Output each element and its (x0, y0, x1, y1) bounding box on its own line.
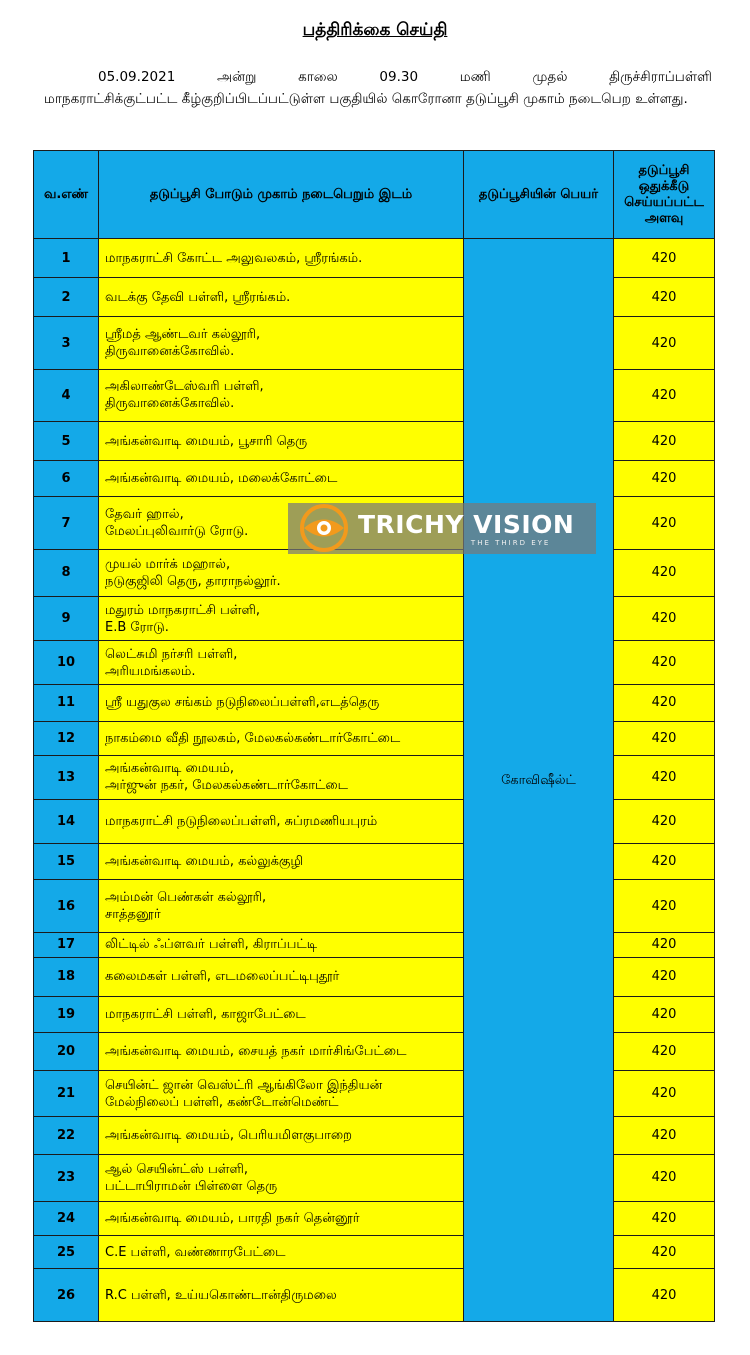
serial-no-cell: 18 (34, 957, 99, 996)
serial-no-cell: 2 (34, 278, 99, 317)
allocated-count-cell: 420 (614, 799, 715, 843)
camp-place-line: ஆல் செயின்ட்ஸ் பள்ளி, (105, 1161, 248, 1177)
allocated-count-cell: 420 (614, 932, 715, 957)
header-serial-no: வ.எண் (34, 151, 99, 239)
serial-no-cell: 17 (34, 932, 99, 957)
camp-place-line: நாகம்மை வீதி நூலகம், மேலகல்கண்டார்கோட்டை (105, 730, 401, 746)
allocated-count-cell: 420 (614, 1116, 715, 1154)
serial-no-cell: 5 (34, 421, 99, 460)
camp-place-cell (99, 239, 464, 278)
camp-place-line: அங்கன்வாடி மையம், சையத் நகர் மார்சிங்பேட்டை (105, 1044, 407, 1060)
allocated-count-cell: 420 (614, 1236, 715, 1269)
serial-no-cell: 10 (34, 641, 99, 685)
vaccine-name-cell: கோவிஷீல்ட் (464, 239, 614, 1322)
camp-place-line: செயின்ட் ஜான் வெஸ்ட்ரி ஆங்கிலோ இந்தியன் (105, 1077, 383, 1093)
intro-word: மணி (459, 69, 491, 85)
serial-no-cell: 8 (34, 549, 99, 596)
camp-place-cell (99, 596, 464, 640)
allocated-count-cell: 420 (614, 596, 715, 640)
camp-place-line: மாநகராட்சி கோட்ட அலுவலகம், ஸ்ரீரங்கம். (105, 250, 363, 266)
watermark-tagline: THE THIRD EYE (470, 538, 551, 547)
allocated-count-cell: 420 (614, 844, 715, 880)
camp-place-line: அங்கன்வாடி மையம், பாரதி நகர் தென்னூர் (105, 1211, 360, 1227)
serial-no-cell: 11 (34, 685, 99, 721)
camp-place-line: E.B ரோடு. (105, 619, 169, 635)
camp-place-cell (99, 957, 464, 996)
camp-place-line: மாநகராட்சி பள்ளி, காஜாபேட்டை (105, 1007, 306, 1023)
serial-no-cell: 7 (34, 497, 99, 549)
serial-no-cell: 9 (34, 596, 99, 640)
allocated-count-cell: 420 (614, 1202, 715, 1236)
camp-place-line: ஸ்ரீமத் ஆண்டவர் கல்லூரி, (105, 327, 261, 343)
camp-place-line: தேவர் ஹால், (105, 507, 184, 522)
camp-place-line: மேல்நிலைப் பள்ளி, கண்டோன்மெண்ட் (105, 1094, 339, 1110)
allocated-count-cell: 420 (614, 1071, 715, 1116)
serial-no-cell: 14 (34, 799, 99, 843)
allocated-count-cell: 420 (614, 721, 715, 755)
camp-place-cell (99, 755, 464, 799)
camp-place-line: திருவானைக்கோவில். (105, 344, 235, 360)
camp-place-line: அங்கன்வாடி மையம், மலைக்கோட்டை (105, 471, 338, 487)
vaccination-camp-table (33, 150, 715, 1322)
intro-first-line (44, 66, 712, 88)
allocated-count-cell: 420 (614, 369, 715, 421)
allocated-count-cell: 420 (614, 421, 715, 460)
camp-place-cell (99, 685, 464, 721)
camp-place-line: அரியமங்கலம். (105, 663, 196, 679)
allocated-count-cell: 420 (614, 317, 715, 369)
camp-place-cell (99, 1033, 464, 1071)
camp-place-line: அங்கன்வாடி மையம், பெரியமிளகுபாறை (105, 1127, 353, 1143)
allocated-count-cell: 420 (614, 1033, 715, 1071)
camp-place-line: அங்கன்வாடி மையம், பூசாரி தெரு (105, 433, 308, 449)
camp-place-line: மாநகராட்சி நடுநிலைப்பள்ளி, சுப்ரமணியபுரம் (105, 814, 378, 830)
serial-no-cell: 6 (34, 461, 99, 497)
camp-place-cell (99, 1116, 464, 1154)
camp-place-line: லிட்டில் ஃப்ளவர் பள்ளி, கிராப்பட்டி (105, 937, 318, 953)
serial-no-cell: 26 (34, 1269, 99, 1322)
camp-place-line: ஸ்ரீ யதுகுல சங்கம் நடுநிலைப்பள்ளி,எடத்தெரு (105, 695, 380, 711)
camp-place-cell (99, 1154, 464, 1201)
camp-place-line: அங்கன்வாடி மையம், கல்லுக்குழி (105, 854, 304, 870)
camp-place-line: அகிலாண்டேஸ்வரி பள்ளி, (105, 379, 264, 395)
camp-place-cell (99, 549, 464, 596)
serial-no-cell: 22 (34, 1116, 99, 1154)
serial-no-cell: 4 (34, 369, 99, 421)
camp-place-cell (99, 844, 464, 880)
allocated-count-cell: 420 (614, 461, 715, 497)
serial-no-cell: 21 (34, 1071, 99, 1116)
serial-no-cell: 25 (34, 1236, 99, 1269)
camp-place-line: பட்டாபிராமன் பிள்ளை தெரு (105, 1178, 278, 1194)
intro-rest: மாநகராட்சிக்குட்பட்ட கீழ்குறிப்பிடப்பட்டுள்ள பகுதியில் கொரோனா தடுப்பூசி முகாம் நடைபெற உள்ளது. (44, 91, 688, 107)
serial-no-cell: 19 (34, 997, 99, 1033)
camp-place-cell (99, 369, 464, 421)
intro-date: 05.09.2021 (98, 69, 176, 85)
table-body (34, 239, 715, 1322)
camp-place-line: நடுகுஜிலி தெரு, தாராநல்லூர். (105, 573, 281, 589)
camp-place-line: அங்கன்வாடி மையம், (105, 761, 234, 777)
camp-place-line: முயல் மார்க் மஹால், (105, 556, 231, 572)
intro-city: திருச்சிராப்பள்ளி (609, 69, 712, 85)
allocated-count-cell: 420 (614, 549, 715, 596)
camp-place-cell (99, 1071, 464, 1116)
camp-place-cell (99, 278, 464, 317)
allocated-count-cell: 420 (614, 685, 715, 721)
camp-place-line: C.E பள்ளி, வண்ணாரபேட்டை (105, 1244, 286, 1260)
serial-no-cell: 15 (34, 844, 99, 880)
serial-no-cell: 13 (34, 755, 99, 799)
header-vaccine-name: தடுப்பூசியின் பெயர் (464, 151, 614, 239)
allocated-count-cell: 420 (614, 880, 715, 932)
camp-place-line: மேலப்புலிவார்டு ரோடு. (105, 524, 249, 539)
camp-place-cell (99, 317, 464, 369)
header-allocated-count: தடுப்பூசி ஒதுக்கீடு செய்யப்பட்ட அளவு (614, 151, 715, 239)
table-row (34, 239, 715, 278)
allocated-count-cell: 420 (614, 1154, 715, 1201)
camp-place-cell (99, 932, 464, 957)
watermark-brand: TRICHY VISION (358, 509, 575, 539)
camp-place-cell (99, 1269, 464, 1322)
serial-no-cell: 1 (34, 239, 99, 278)
camp-place-line: சாத்தனூர் (105, 907, 161, 923)
camp-place-line: மதுரம் மாநகராட்சி பள்ளி, (105, 602, 261, 618)
camp-place-line: R.C பள்ளி, உய்யகொண்டான்திருமலை (105, 1287, 337, 1303)
serial-no-cell: 23 (34, 1154, 99, 1201)
allocated-count-cell: 420 (614, 755, 715, 799)
header-camp-place: தடுப்பூசி போடும் முகாம் நடைபெறும் இடம் (99, 151, 464, 239)
camp-place-line: லெட்சுமி நர்சரி பள்ளி, (105, 646, 238, 662)
serial-no-cell: 3 (34, 317, 99, 369)
camp-place-cell (99, 799, 464, 843)
camp-place-cell (99, 880, 464, 932)
allocated-count-cell: 420 (614, 997, 715, 1033)
intro-word: அன்று (216, 69, 257, 85)
camp-place-cell (99, 461, 464, 497)
camp-place-cell (99, 721, 464, 755)
allocated-count-cell: 420 (614, 278, 715, 317)
intro-word: முதல் (532, 69, 568, 85)
allocated-count-cell: 420 (614, 957, 715, 996)
camp-place-cell (99, 421, 464, 460)
camp-place-line: கலைமகள் பள்ளி, எடமலைப்பட்டிபுதூர் (105, 969, 340, 985)
allocated-count-cell: 420 (614, 1269, 715, 1322)
serial-no-cell: 12 (34, 721, 99, 755)
allocated-count-cell: 420 (614, 239, 715, 278)
serial-no-cell: 20 (34, 1033, 99, 1071)
camp-place-line: வடக்கு தேவி பள்ளி, ஸ்ரீரங்கம். (105, 289, 291, 305)
camp-place-line: அம்மன் பெண்கள் கல்லூரி, (105, 890, 267, 906)
serial-no-cell: 16 (34, 880, 99, 932)
allocated-count-cell: 420 (614, 641, 715, 685)
camp-place-cell (99, 997, 464, 1033)
serial-no-cell: 24 (34, 1202, 99, 1236)
camp-place-cell (99, 641, 464, 685)
intro-word: காலை (298, 69, 338, 85)
page-title: பத்திரிக்கை செய்தி (302, 20, 448, 40)
camp-place-cell (99, 497, 464, 549)
camp-place-cell (99, 1202, 464, 1236)
intro-time: 09.30 (379, 69, 419, 85)
table-header-row (34, 151, 715, 239)
camp-place-line: அர்ஜுன் நகர், மேலகல்கண்டார்கோட்டை (105, 778, 348, 794)
intro-paragraph (44, 66, 712, 110)
camp-place-line: திருவானைக்கோவில். (105, 396, 235, 412)
allocated-count-cell: 420 (614, 497, 715, 549)
camp-place-cell (99, 1236, 464, 1269)
